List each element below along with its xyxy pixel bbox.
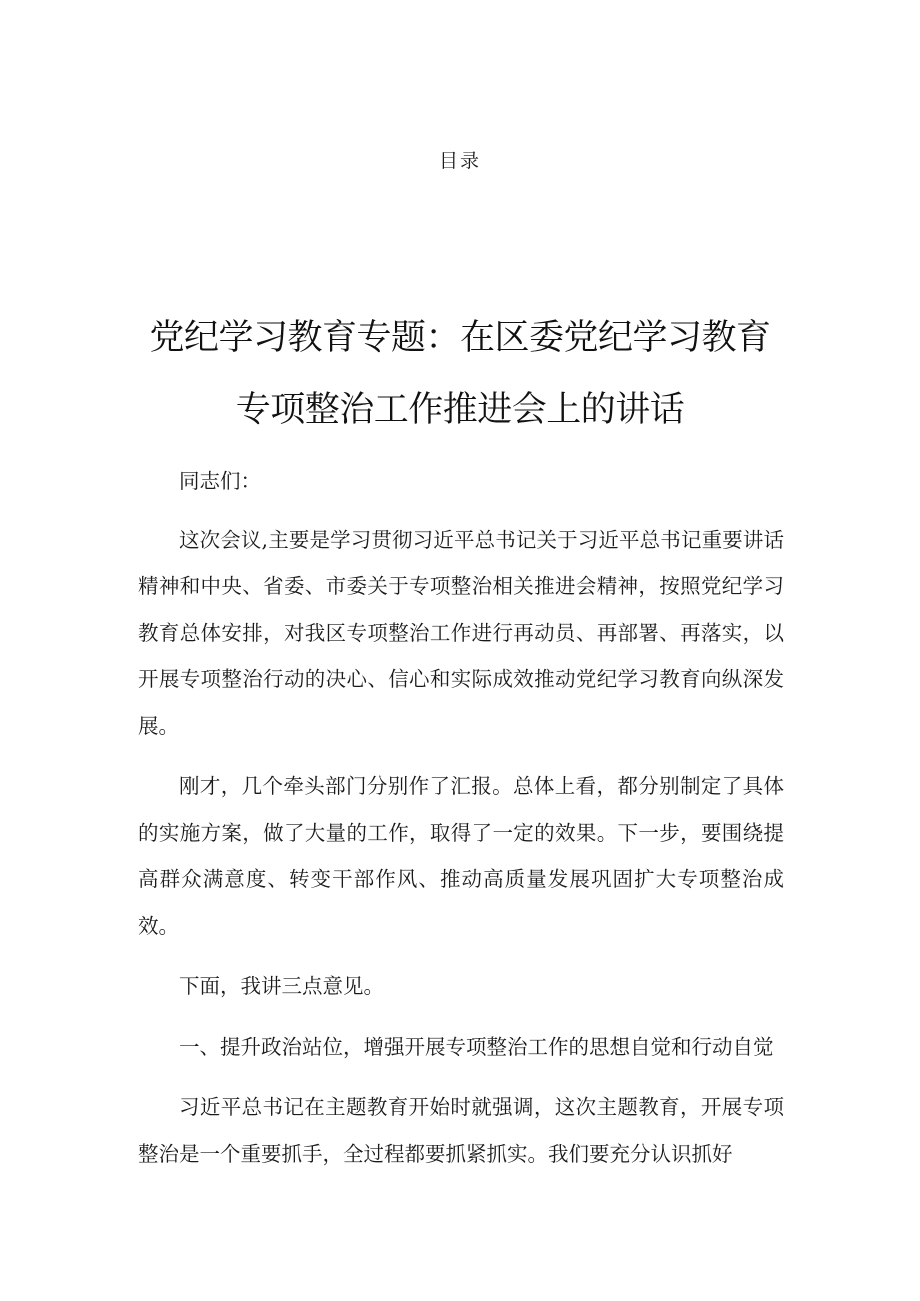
paragraph-reports-summary: 刚才，几个牵头部门分别作了汇报。总体上看，都分别制定了具体的实施方案，做了大量的工作，取得了一定的效果。下一步，要围绕提高群众满意度、转变干部作风、推动高质量发展巩固扩大专项整治成效。 [138, 774, 784, 938]
section-heading-1: 一、提升政治站位，增强开展专项整治工作的思想自觉和行动自觉 [179, 1034, 774, 1059]
document-body [138, 458, 784, 1191]
greeting: 同志们： [179, 469, 261, 493]
paragraph-meeting-purpose: 这次会议,主要是学习贯彻习近平总书记关于习近平总书记重要讲话精神和中央、省委、市委关于专项整治相关推进会精神，按照党纪学习教育总体安排，对我区专项整治工作进行再动员、再部署、再落实，以开展专项整治行动的决心、信心和实际成效推动党纪学习教育向纵深发展。 [138, 527, 784, 738]
toc-label: 目录 [438, 150, 481, 172]
paragraph-section-1-body: 习近平总书记在主题教育开始时就强调，这次主题教育，开展专项整治是一个重要抓手，全过程都要抓紧抓实。我们要充分认识抓好 [138, 1095, 784, 1166]
document-title [138, 302, 782, 446]
title-line-1: 党纪学习教育专题：在区委党纪学习教育 [149, 318, 771, 358]
paragraph-three-points-intro: 下面，我讲三点意见。 [179, 974, 384, 998]
title-line-2: 专项整治工作推进会上的讲话 [235, 390, 685, 430]
